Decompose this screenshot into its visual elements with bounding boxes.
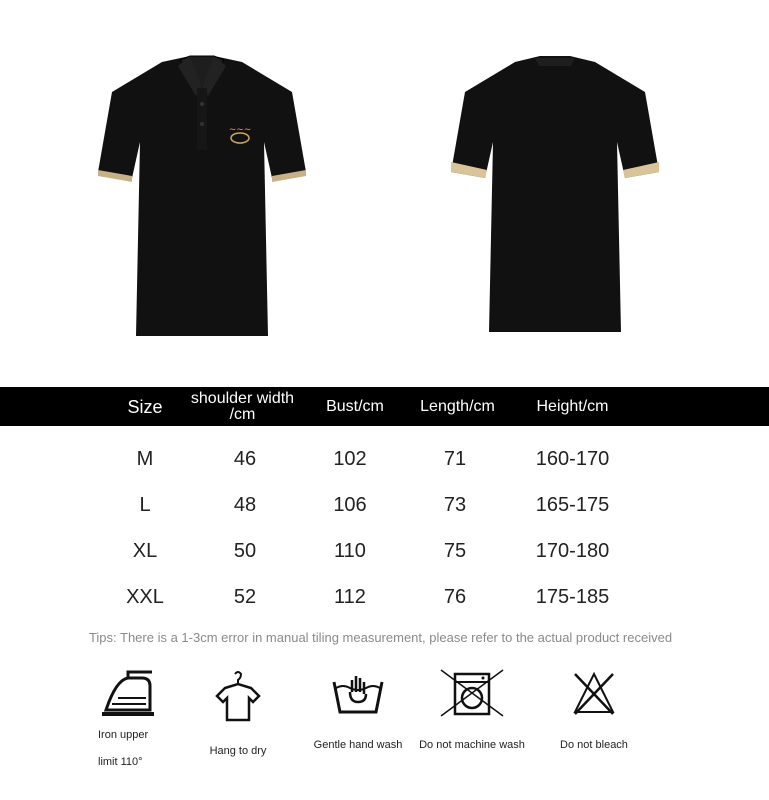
cell-bust: 106: [333, 493, 367, 516]
polo-front-image: [92, 52, 312, 342]
care-no-machine: [412, 668, 532, 755]
header-size: Size: [127, 396, 163, 417]
care-hand-wash-label: Gentle hand wash: [313, 739, 403, 751]
size-chart-table: [0, 387, 769, 620]
cell-length: 73: [443, 493, 467, 516]
cell-bust: 110: [334, 539, 366, 562]
table-row-xxl: [0, 574, 769, 620]
header-shoulder-line2: /cm: [229, 405, 256, 423]
cell-length: 76: [443, 585, 467, 608]
cell-shoulder: 50: [233, 539, 257, 562]
cell-shoulder: 46: [233, 447, 257, 470]
cell-size: XXL: [126, 585, 164, 608]
cell-length: 75: [443, 539, 467, 562]
product-photos: [0, 0, 769, 370]
cell-shoulder: 52: [233, 585, 257, 608]
table-row-m: [0, 436, 769, 482]
cell-shoulder: 48: [233, 493, 257, 516]
header-shoulder-line1: shoulder width: [190, 389, 295, 407]
svg-text:~~~: ~~~: [228, 125, 252, 135]
care-no-bleach-label: Do not bleach: [560, 739, 628, 751]
care-iron-line1: Iron upper: [98, 729, 149, 741]
header-height: Height/cm: [536, 397, 609, 415]
cell-bust: 112: [334, 585, 366, 608]
cell-height: 160-170: [535, 447, 610, 470]
care-no-bleach: [534, 668, 654, 755]
cell-size: L: [139, 493, 151, 516]
header-shoulder-width: [180, 387, 305, 426]
table-row-l: [0, 482, 769, 528]
cell-height: 165-175: [535, 493, 610, 516]
header-bust: Bust/cm: [326, 397, 384, 415]
care-hang: [178, 668, 298, 761]
cell-height: 170-180: [535, 539, 610, 562]
cell-length: 71: [443, 447, 467, 470]
size-chart-header: [0, 387, 769, 426]
cell-size: XL: [132, 539, 158, 562]
polo-back-image: [445, 52, 665, 342]
care-no-machine-label: Do not machine wash: [419, 739, 525, 751]
care-iron-line2: limit 110°: [98, 756, 143, 768]
table-row-xl: [0, 528, 769, 574]
hanger-shirt-icon: [213, 668, 263, 724]
header-length: Length/cm: [420, 397, 495, 415]
cell-height: 175-185: [535, 585, 610, 608]
care-instructions: [0, 668, 769, 778]
iron-icon: [98, 668, 158, 718]
care-iron: [68, 668, 188, 772]
no-machine-wash-icon: [439, 668, 505, 718]
care-hang-label: Hang to dry: [209, 745, 267, 757]
hand-wash-icon: [328, 668, 388, 718]
cell-size: M: [136, 447, 154, 470]
measurement-tip: Tips: There is a 1-3cm error in manual tiling measurement, please refer to the actual product received: [88, 630, 673, 645]
care-hand-wash: [298, 668, 418, 755]
cell-bust: 102: [333, 447, 367, 470]
no-bleach-icon: [569, 668, 619, 718]
